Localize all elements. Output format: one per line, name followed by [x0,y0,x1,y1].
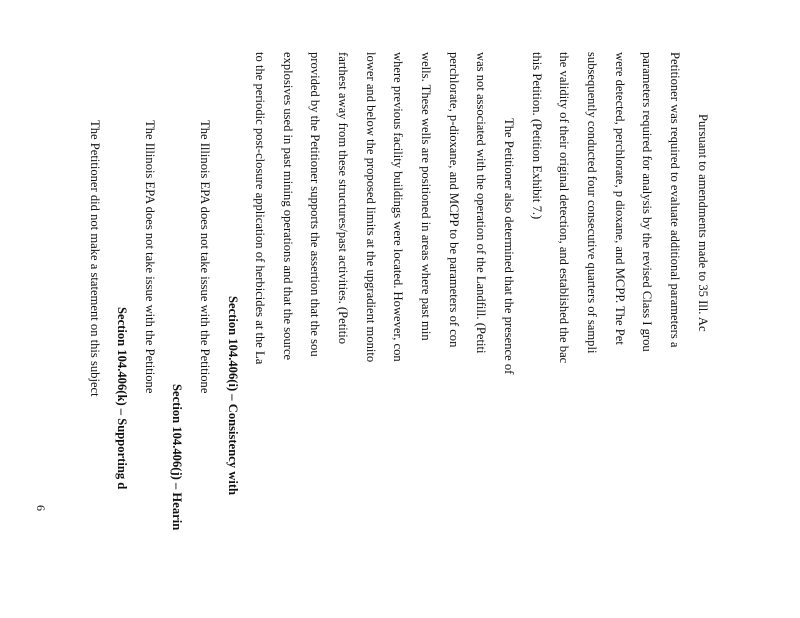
body-line: provided by the Petitioner supports the assertion that the sou [308,52,322,357]
body-line: the validity of their original detection, and established the bac [557,52,571,364]
body-line: The Petitioner also determined that the presence of [502,118,516,375]
body-line: lower and below the proposed limits at the upgradient monito [364,52,378,363]
section-heading: Section 104.406(j) – Hearin [170,384,184,531]
body-line: Petitioner was required to evaluate additional parameters a [668,52,682,348]
body-line: to the periodic post-closure application of herbicides at the La [253,52,267,365]
body-line: The Petitioner did not make a statement on this subject [88,120,102,397]
body-line: explosives used in past mining operations and that the source [281,52,295,361]
body-line: farthest away from these structures/past activities. (Petitio [336,52,350,345]
section-heading: Section 104.406(k) – Supporting d [115,307,129,490]
page-number: 6 [34,505,48,511]
body-line: Pursuant to amendments made to 35 Ill. Ac [696,114,710,332]
body-line: where previous facility buildings were located. However, con [391,52,405,362]
body-line: were detected, perchlorate, p dioxane, and MCPP. The Pet [613,52,627,345]
body-line: this Petition. (Petition Exhibit 7.) [530,52,544,220]
body-line: The Illinois EPA does not take issue with the Petitione [143,120,157,394]
body-line: parameters required for analysis by the revised Class I grou [640,52,654,352]
section-heading: Section 104.406(i) – Consistency with [226,296,240,496]
body-line: wells. These wells are positioned in areas where past min [419,52,433,341]
body-line: was not associated with the operation of the Landfill. (Petiti [474,52,488,354]
body-line: subsequently conducted four consecutive quarters of sampli [585,52,599,354]
body-line: perchlorate, p-dioxane, and MCPP to be parameters of con [447,52,461,348]
body-line: The Illinois EPA does not take issue with the Petitione [198,120,212,394]
